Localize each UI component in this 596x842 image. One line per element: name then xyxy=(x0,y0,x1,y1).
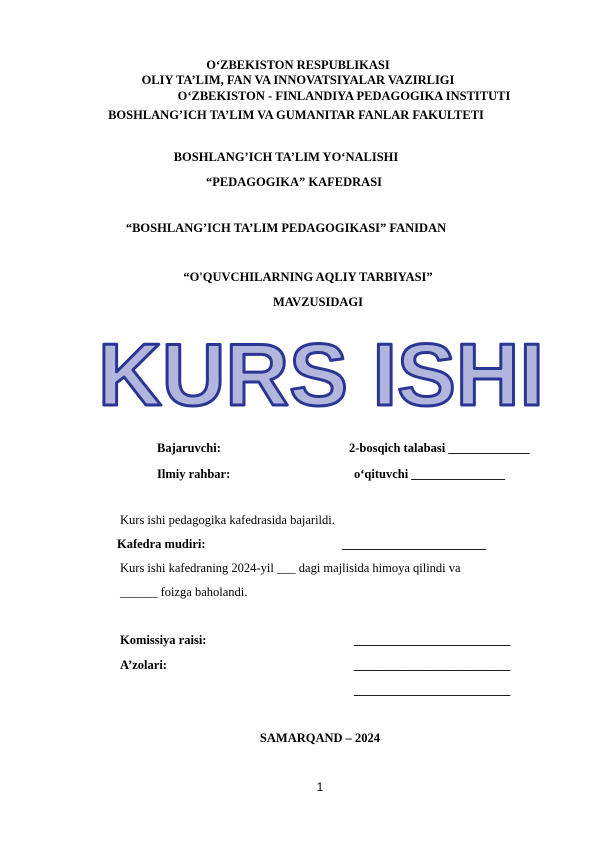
header-line-faculty: BOSHLANG’ICH TA’LIM VA GUMANITAR FANLAR FAKULTETI xyxy=(108,108,484,122)
page-number: 1 xyxy=(316,780,324,794)
chair-head-signature-line: _______________________ xyxy=(342,537,486,551)
executor-value: 2-bosqich talabasi _____________ xyxy=(349,441,530,455)
defense-note-line2: ______ foizga baholandi. xyxy=(120,585,248,599)
commission-member-line-1: _________________________ xyxy=(354,658,511,672)
department-chair: “PEDAGOGIKA” KAFEDRASI xyxy=(205,175,383,189)
completion-note: Kurs ishi pedagogika kafedrasida bajarildi. xyxy=(120,513,335,527)
header-line-ministry: OLIY TA’LIM, FAN VA INNOVATSIYALAR VAZIRLIGI xyxy=(141,73,455,87)
defense-note-line1: Kurs ishi kafedraning 2024-yil ___ dagi majlisida himoya qilindi va xyxy=(120,561,461,575)
header-line-country: O‘ZBEKISTON RESPUBLIKASI xyxy=(206,58,390,72)
commission-member-line-2: _________________________ xyxy=(354,683,511,697)
advisor-label: Ilmiy rahbar: xyxy=(157,467,231,481)
kurs-ishi-title-text: KURS ISHI xyxy=(98,332,544,416)
kurs-ishi-title xyxy=(96,332,546,416)
advisor-value: o‘qituvchi _______________ xyxy=(354,467,506,481)
topic-suffix: MAVZUSIDAGI xyxy=(272,295,364,309)
topic-line: “O'QUVCHILARNING AQLIY TARBIYASI” xyxy=(183,270,433,284)
commission-chair-label: Komissiya raisi: xyxy=(120,633,207,647)
chair-head-label: Kafedra mudiri: xyxy=(117,537,206,551)
subject-line: “BOSHLANG’ICH TA’LIM PEDAGOGIKASI” FANIDAN xyxy=(125,221,447,235)
city-year: SAMARQAND – 2024 xyxy=(259,731,381,745)
department-direction: BOSHLANG’ICH TA’LIM YO‘NALISHI xyxy=(173,150,399,164)
executor-label: Bajaruvchi: xyxy=(157,441,221,455)
commission-members-label: A’zolari: xyxy=(120,658,167,672)
commission-chair-signature-line: _________________________ xyxy=(354,633,511,647)
header-line-institute: O‘ZBEKISTON - FINLANDIYA PEDAGOGIKA INSTITUTI xyxy=(177,89,511,103)
